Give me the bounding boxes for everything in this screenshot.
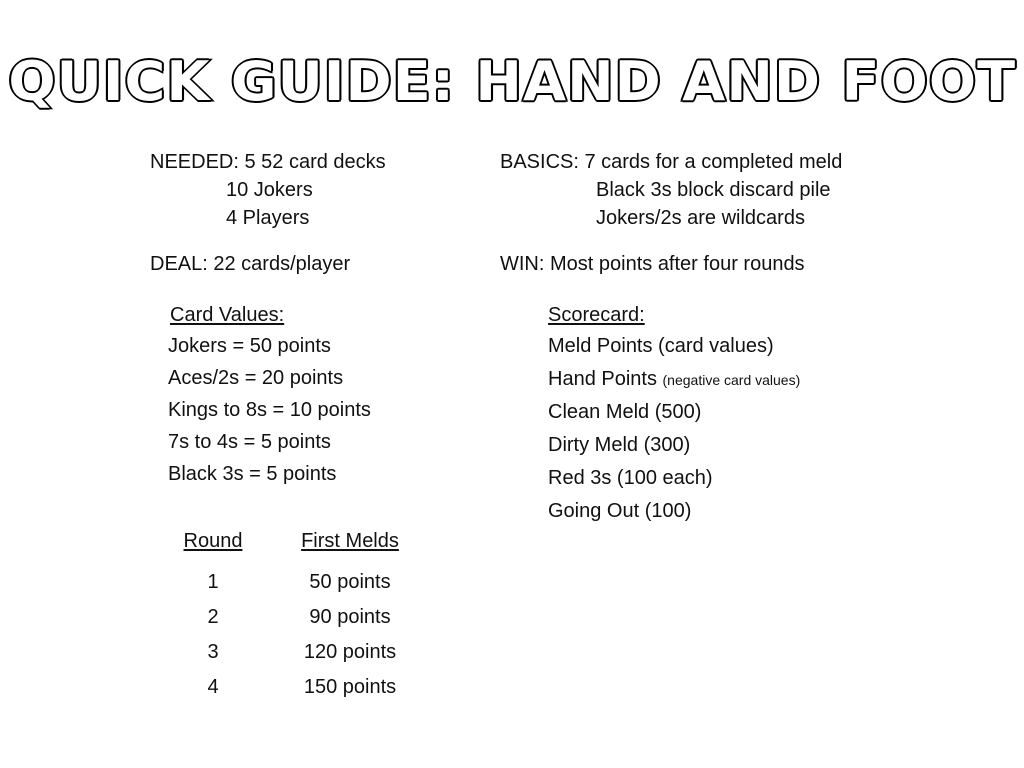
card-value-row: 7s to 4s = 5 points [168, 431, 331, 453]
win-line: WIN: Most points after four rounds [500, 253, 805, 275]
melds-cell: 50 points [309, 571, 391, 593]
basics-block [500, 148, 970, 232]
right-column [500, 148, 970, 528]
card-value-row: Black 3s = 5 points [168, 463, 337, 485]
page-title [0, 52, 1024, 111]
table-header-row [162, 530, 436, 565]
scorecard-list [500, 330, 970, 528]
first-melds-column-header: First Melds [301, 530, 399, 552]
round-cell: 3 [207, 641, 219, 663]
round-cell: 2 [207, 606, 219, 628]
deal-line: DEAL: 22 cards/player [150, 253, 351, 275]
needed-line-3: 4 Players [226, 207, 310, 229]
basics-line-1: BASICS: 7 cards for a completed meld [500, 151, 843, 173]
scorecard-row-main: Clean Meld (500) [548, 401, 702, 423]
round-cell: 1 [207, 571, 219, 593]
needed-block [150, 148, 490, 232]
scorecard-row-main: Red 3s (100 each) [548, 467, 713, 489]
scorecard-row-main: Dirty Meld (300) [548, 434, 691, 456]
scorecard-row-main: Hand Points [548, 368, 663, 390]
table-row [162, 600, 436, 635]
melds-cell: 90 points [309, 606, 391, 628]
scorecard-row [548, 396, 970, 429]
round-cell: 4 [207, 676, 219, 698]
page-title-text: QUICK GUIDE: HAND AND FOOT [8, 50, 1016, 113]
melds-cell: 150 points [303, 676, 397, 698]
card-value-row: Jokers = 50 points [168, 335, 331, 357]
table-row [162, 565, 436, 600]
scorecard-heading: Scorecard: [548, 304, 645, 326]
table-row [162, 635, 436, 670]
card-values-section [150, 300, 490, 490]
basics-line-2: Black 3s block discard pile [596, 179, 831, 201]
scorecard-row-main: Going Out (100) [548, 500, 692, 522]
card-value-row: Aces/2s = 20 points [168, 367, 344, 389]
scorecard-row [548, 495, 970, 528]
scorecard-row [548, 429, 970, 462]
scorecard-row-note: (negative card values) [662, 372, 801, 388]
table-row [162, 670, 436, 705]
melds-cell: 120 points [303, 641, 397, 663]
card-values-list [150, 330, 490, 490]
scorecard-row [548, 363, 970, 396]
scorecard-section [500, 300, 970, 528]
needed-line-2: 10 Jokers [226, 179, 313, 201]
needed-line-1: NEEDED: 5 52 card decks [150, 151, 386, 173]
round-melds-table [150, 530, 490, 705]
card-values-heading: Card Values: [170, 304, 285, 326]
deal-block [150, 250, 490, 278]
left-column [150, 148, 490, 705]
win-block [500, 250, 970, 278]
scorecard-row-main: Meld Points (card values) [548, 335, 774, 357]
scorecard-row [548, 330, 970, 363]
scorecard-row [548, 462, 970, 495]
round-column-header: Round [183, 530, 243, 552]
card-value-row: Kings to 8s = 10 points [168, 399, 371, 421]
basics-line-3: Jokers/2s are wildcards [596, 207, 805, 229]
